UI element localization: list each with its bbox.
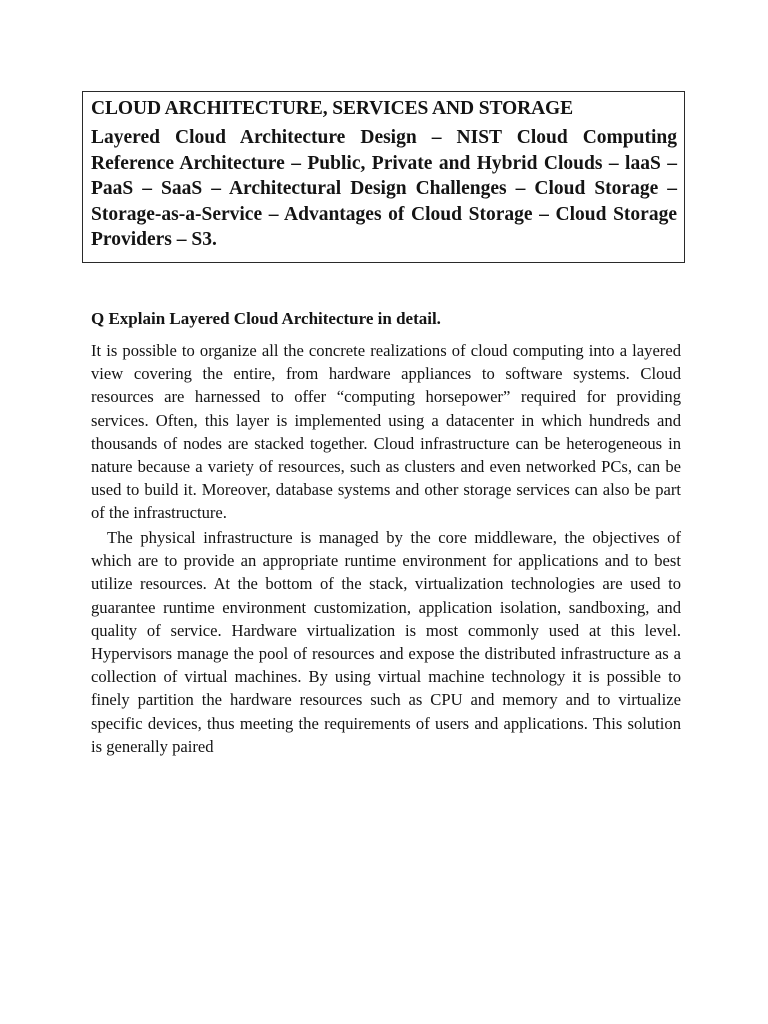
unit-topics: Layered Cloud Architecture Design – NIST Cloud Computing Reference Architecture – Public, Private and Hybrid Clouds – laaS – PaaS – SaaS – Architectural Design Challenges – Cloud Storage – Storage-as-a-Service – Advantages of Cloud Storage – Cloud Storage Providers – S3. xyxy=(91,127,677,250)
body-paragraph: The physical infrastructure is managed by the core middleware, the objectives of which are to provide an appropriate runtime environment for applications and to best utilize resources. At the bottom of the stack, virtualization technologies are used to guarantee runtime environment customization, application isolation, sandboxing, and quality of service. Hardware virtualization is most commonly used at this level. Hypervisors manage the pool of resources and expose the distributed infrastructure as a collection of virtual machines. By using virtual machine technology it is possible to finely partition the hardware resources such as CPU and memory and to virtualize specific devices, thus meeting the requirements of users and applications. This solution is generally paired xyxy=(91,528,681,756)
unit-title: CLOUD ARCHITECTURE, SERVICES AND STORAGE xyxy=(91,98,574,119)
syllabus-box xyxy=(82,91,685,263)
question-heading: Q Explain Layered Cloud Architecture in detail. xyxy=(91,309,441,328)
body-paragraph: It is possible to organize all the concrete realizations of cloud computing into a layered view covering the entire, from hardware appliances to software systems. Cloud resources are harnessed to offer “computing horsepower” required for providing services. Often, this layer is implemented using a datacenter in which hundreds and thousands of nodes are stacked together. Cloud infrastructure can be heterogeneous in nature because a variety of resources, such as clusters and even networked PCs, can be used to build it. Moreover, database systems and other storage services can also be part of the infrastructure. xyxy=(91,341,681,523)
